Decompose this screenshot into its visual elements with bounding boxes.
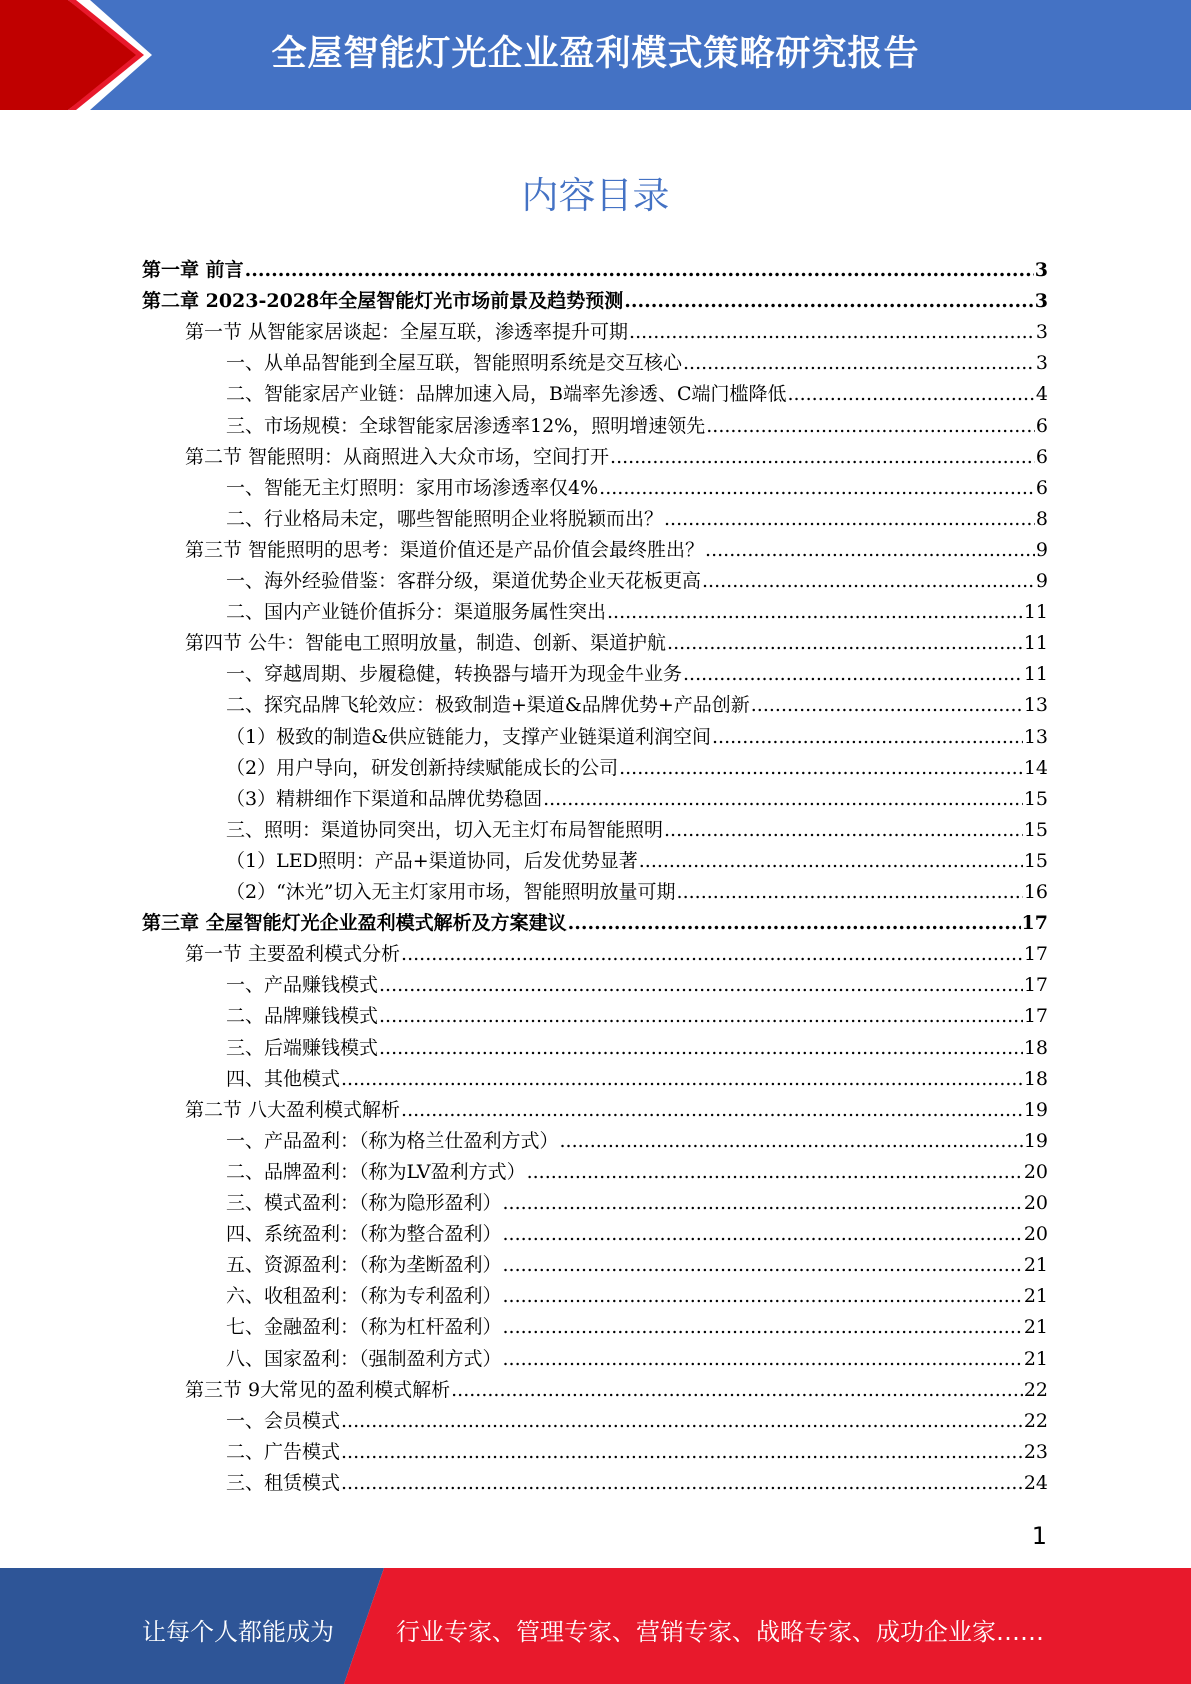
toc-entry[interactable]	[142, 907, 1048, 935]
toc-leader-dots	[599, 476, 1035, 500]
toc-entry[interactable]	[142, 1436, 1048, 1464]
toc-heading: 内容目录	[521, 174, 670, 217]
toc-leader-dots	[503, 1347, 1023, 1371]
toc-entry-page: 17	[1021, 912, 1048, 935]
toc-entry-page: 6	[1035, 414, 1048, 437]
toc-entry-title: 第二节 八大盈利模式解析	[185, 1098, 401, 1121]
toc-entry-page: 8	[1035, 507, 1048, 530]
toc-entry-page: 16	[1023, 881, 1048, 903]
footer-slogan-right: 行业专家、管理专家、营销专家、战略专家、成功企业家……	[396, 1618, 1044, 1646]
page-header	[0, 0, 1191, 110]
toc-leader-dots	[706, 414, 1035, 438]
toc-leader-dots	[624, 289, 1034, 313]
toc-leader-dots	[503, 1284, 1023, 1308]
toc-entry-title: 第二章 2023-2028年全屋智能灯光市场前景及趋势预测	[142, 290, 624, 313]
toc-leader-dots	[788, 382, 1035, 406]
toc-entry[interactable]	[142, 1249, 1048, 1277]
toc-leader-dots	[677, 880, 1023, 904]
toc-entry-title: 八、国家盈利：（强制盈利方式）	[226, 1347, 502, 1370]
toc-entry-page: 18	[1023, 1036, 1048, 1059]
toc-entry-page: 18	[1023, 1067, 1048, 1090]
toc-entry-page: 21	[1023, 1285, 1048, 1308]
toc-entry-page: 20	[1023, 1160, 1048, 1183]
toc-entry[interactable]	[142, 254, 1048, 282]
toc-entry[interactable]	[142, 1032, 1048, 1060]
toc-entry[interactable]	[142, 1343, 1048, 1371]
toc-entry-title: 六、收租盈利：（称为专利盈利）	[226, 1285, 502, 1308]
toc-entry[interactable]	[142, 378, 1048, 406]
toc-entry-page: 9	[1035, 538, 1048, 561]
toc-entry-page: 3	[1034, 259, 1048, 281]
toc-entry[interactable]	[142, 1094, 1048, 1122]
toc-entry-page: 22	[1023, 1378, 1048, 1401]
toc-entry-page: 19	[1023, 1129, 1048, 1152]
toc-entry[interactable]	[142, 1311, 1048, 1339]
toc-entry-title: 二、广告模式	[226, 1440, 341, 1463]
toc-entry-title: （2）用户导向，研发创新持续赋能成长的公司	[226, 756, 619, 779]
toc-entry-title: 一、产品盈利：（称为格兰仕盈利方式）	[226, 1129, 559, 1152]
toc-entry[interactable]	[142, 503, 1048, 531]
toc-leader-dots	[379, 1004, 1023, 1028]
toc-entry-title: 三、模式盈利：（称为隐形盈利）	[226, 1192, 502, 1214]
toc-entry-title: 一、智能无主灯照明：家用市场渗透率仅4%	[226, 476, 599, 499]
toc-entry[interactable]	[142, 1000, 1048, 1028]
toc-entry-page: 11	[1023, 632, 1048, 655]
toc-leader-dots	[401, 1098, 1023, 1122]
toc-entry[interactable]	[142, 565, 1048, 593]
toc-leader-dots	[629, 320, 1035, 344]
toc-leader-dots	[543, 787, 1023, 811]
toc-leader-dots	[683, 662, 1023, 686]
toc-entry-title: 第三节 9大常见的盈利模式解析	[185, 1378, 451, 1401]
toc-entry-title: 第三章 全屋智能灯光企业盈利模式解析及方案建议	[142, 912, 567, 935]
toc-entry-title: 三、照明：渠道协同突出，切入无主灯布局智能照明	[226, 818, 664, 841]
toc-entry-title: 一、海外经验借鉴：客群分级，渠道优势企业天花板更高	[226, 570, 702, 592]
toc-entry[interactable]	[142, 1187, 1048, 1215]
toc-entry-page: 15	[1023, 849, 1048, 872]
toc-entry[interactable]	[142, 410, 1048, 438]
toc-entry-title: 一、从单品智能到全屋互联，智能照明系统是交互核心	[226, 352, 683, 375]
toc-entry-page: 13	[1023, 725, 1048, 748]
toc-entry-title: 一、产品赚钱模式	[226, 974, 379, 997]
toc-entry-title: 二、品牌赚钱模式	[226, 1005, 379, 1028]
toc-entry-page: 6	[1035, 445, 1048, 468]
toc-entry-page: 17	[1023, 1005, 1048, 1028]
toc-entry-title: 第一节 从智能家居谈起：全屋互联，渗透率提升可期	[185, 321, 629, 344]
toc-entry-title: 一、会员模式	[226, 1409, 341, 1432]
toc-entry[interactable]	[142, 1467, 1048, 1495]
toc-leader-dots	[560, 1129, 1023, 1153]
toc-leader-dots	[341, 1440, 1023, 1464]
toc-entry-title: 二、探究品牌飞轮效应：极致制造+渠道&品牌优势+产品创新	[226, 694, 750, 717]
toc-entry[interactable]	[142, 1218, 1048, 1246]
toc-entry-title: （3）精耕细作下渠道和品牌优势稳固	[226, 787, 543, 810]
toc-leader-dots	[503, 1191, 1023, 1215]
toc-entry-page: 6	[1035, 476, 1048, 499]
toc-entry[interactable]	[142, 938, 1048, 966]
page-number: 1	[1031, 1522, 1047, 1550]
toc-entry-page: 11	[1023, 663, 1048, 686]
toc-entry-page: 9	[1035, 570, 1048, 592]
toc-entry-title: （2）“沐光”切入无主灯家用市场，智能照明放量可期	[226, 881, 676, 903]
toc-entry-title: （1）LED照明：产品+渠道协同，后发优势显著	[226, 849, 638, 872]
toc-entry-page: 21	[1023, 1347, 1048, 1370]
toc-entry-page: 19	[1023, 1098, 1048, 1121]
toc-entry[interactable]	[142, 472, 1048, 500]
toc-leader-dots	[751, 693, 1023, 717]
toc-entry-title: 第一章 前言	[142, 259, 244, 281]
toc-entry-page: 3	[1035, 321, 1048, 344]
toc-entry[interactable]	[142, 627, 1048, 655]
toc-leader-dots	[341, 1409, 1023, 1433]
toc-leader-dots	[683, 351, 1035, 375]
toc-entry[interactable]	[142, 752, 1048, 780]
toc-entry-title: 三、市场规模：全球智能家居渗透率12%，照明增速领先	[226, 414, 706, 437]
toc-entry-page: 17	[1023, 974, 1048, 997]
toc-entry-page: 3	[1035, 352, 1048, 375]
toc-entry[interactable]	[142, 1374, 1048, 1402]
toc-entry-title: 三、租赁模式	[226, 1471, 341, 1494]
toc-entry[interactable]	[142, 1405, 1048, 1433]
toc-entry-page: 4	[1035, 383, 1048, 406]
toc-leader-dots	[341, 1067, 1023, 1091]
footer-slogan-left: 让每个人都能成为	[142, 1618, 334, 1646]
toc-leader-dots	[664, 818, 1023, 842]
toc-entry-title: 一、穿越周期、步履稳健，转换器与墙开为现金牛业务	[226, 663, 683, 686]
toc-leader-dots	[503, 1315, 1023, 1339]
toc-leader-dots	[379, 1036, 1023, 1060]
toc-entry-title: 第一节 主要盈利模式分析	[185, 943, 401, 966]
toc-entry[interactable]	[142, 441, 1048, 469]
toc-entry[interactable]	[142, 285, 1048, 313]
toc-leader-dots	[341, 1471, 1023, 1495]
toc-leader-dots	[705, 538, 1035, 562]
toc-entry[interactable]	[142, 1125, 1048, 1153]
toc-entry-title: 二、智能家居产业链：品牌加速入局，B端率先渗透、C端门槛降低	[226, 383, 787, 406]
toc-entry-title: 四、其他模式	[226, 1067, 341, 1090]
toc-entry-page: 22	[1023, 1409, 1048, 1432]
toc-leader-dots	[401, 942, 1023, 966]
toc-entry-page: 14	[1023, 756, 1048, 779]
toc-leader-dots	[702, 569, 1035, 593]
toc-entry[interactable]	[142, 969, 1048, 997]
toc-leader-dots	[451, 1378, 1023, 1402]
toc-entry-title: 第三节 智能照明的思考：渠道价值还是产品价值会最终胜出？	[185, 538, 705, 561]
toc-entry-page: 15	[1023, 787, 1048, 810]
toc-entry-title: 七、金融盈利：（称为杠杆盈利）	[226, 1316, 502, 1339]
toc-leader-dots	[610, 445, 1035, 469]
toc-entry-title: 四、系统盈利：（称为整合盈利）	[226, 1223, 502, 1246]
toc-leader-dots	[568, 911, 1021, 935]
toc-entry[interactable]	[142, 534, 1048, 562]
toc-entry-page: 21	[1023, 1316, 1048, 1339]
toc-entry[interactable]	[142, 783, 1048, 811]
toc-entry-page: 20	[1023, 1192, 1048, 1214]
toc-entry-page: 23	[1023, 1440, 1048, 1463]
toc-leader-dots	[639, 849, 1023, 873]
toc-entry[interactable]	[142, 689, 1048, 717]
page-footer	[0, 1568, 1191, 1684]
toc-entry-title: 二、品牌盈利：（称为LV盈利方式）	[226, 1160, 526, 1183]
toc-entry-page: 21	[1023, 1254, 1048, 1277]
toc-entry-page: 17	[1023, 943, 1048, 966]
toc-entry[interactable]	[142, 845, 1048, 873]
toc-leader-dots	[664, 507, 1035, 531]
toc-entry-page: 13	[1023, 694, 1048, 717]
toc-entry-title: 三、后端赚钱模式	[226, 1036, 379, 1059]
report-title: 全屋智能灯光企业盈利模式策略研究报告	[271, 34, 920, 74]
toc-entry[interactable]	[142, 721, 1048, 749]
toc-entry[interactable]	[142, 1280, 1048, 1308]
toc-entry[interactable]	[142, 876, 1048, 904]
toc-leader-dots	[667, 631, 1023, 655]
toc-entry-page: 3	[1034, 290, 1048, 313]
toc-entry-title: 二、行业格局未定，哪些智能照明企业将脱颖而出？	[226, 507, 664, 530]
toc-entry[interactable]	[142, 1156, 1048, 1184]
toc-leader-dots	[607, 600, 1023, 624]
toc-leader-dots	[503, 1253, 1023, 1277]
toc-entry-page: 15	[1023, 818, 1048, 841]
toc-entry-title: 五、资源盈利：（称为垄断盈利）	[226, 1254, 502, 1277]
toc-entry-title: 第二节 智能照明：从商照进入大众市场，空间打开	[185, 445, 610, 468]
toc-entry-page: 11	[1023, 601, 1048, 624]
toc-entry-title: 第四节 公牛：智能电工照明放量，制造、创新、渠道护航	[185, 632, 667, 655]
toc-leader-dots	[527, 1160, 1023, 1184]
toc-leader-dots	[712, 725, 1023, 749]
toc-entry[interactable]	[142, 316, 1048, 344]
toc-leader-dots	[503, 1222, 1023, 1246]
toc-leader-dots	[619, 756, 1023, 780]
toc-entry-title: （1）极致的制造&供应链能力，支撑产业链渠道利润空间	[226, 725, 712, 748]
toc-entry-page: 24	[1023, 1471, 1048, 1494]
toc-entry[interactable]	[142, 347, 1048, 375]
toc-entry-title: 二、国内产业链价值拆分：渠道服务属性突出	[226, 601, 607, 624]
toc-entry[interactable]	[142, 596, 1048, 624]
toc-entry[interactable]	[142, 814, 1048, 842]
toc-leader-dots	[379, 973, 1023, 997]
toc-entry[interactable]	[142, 1063, 1048, 1091]
toc-entry[interactable]	[142, 658, 1048, 686]
toc-leader-dots	[245, 258, 1034, 282]
toc-entry-page: 20	[1023, 1223, 1048, 1246]
